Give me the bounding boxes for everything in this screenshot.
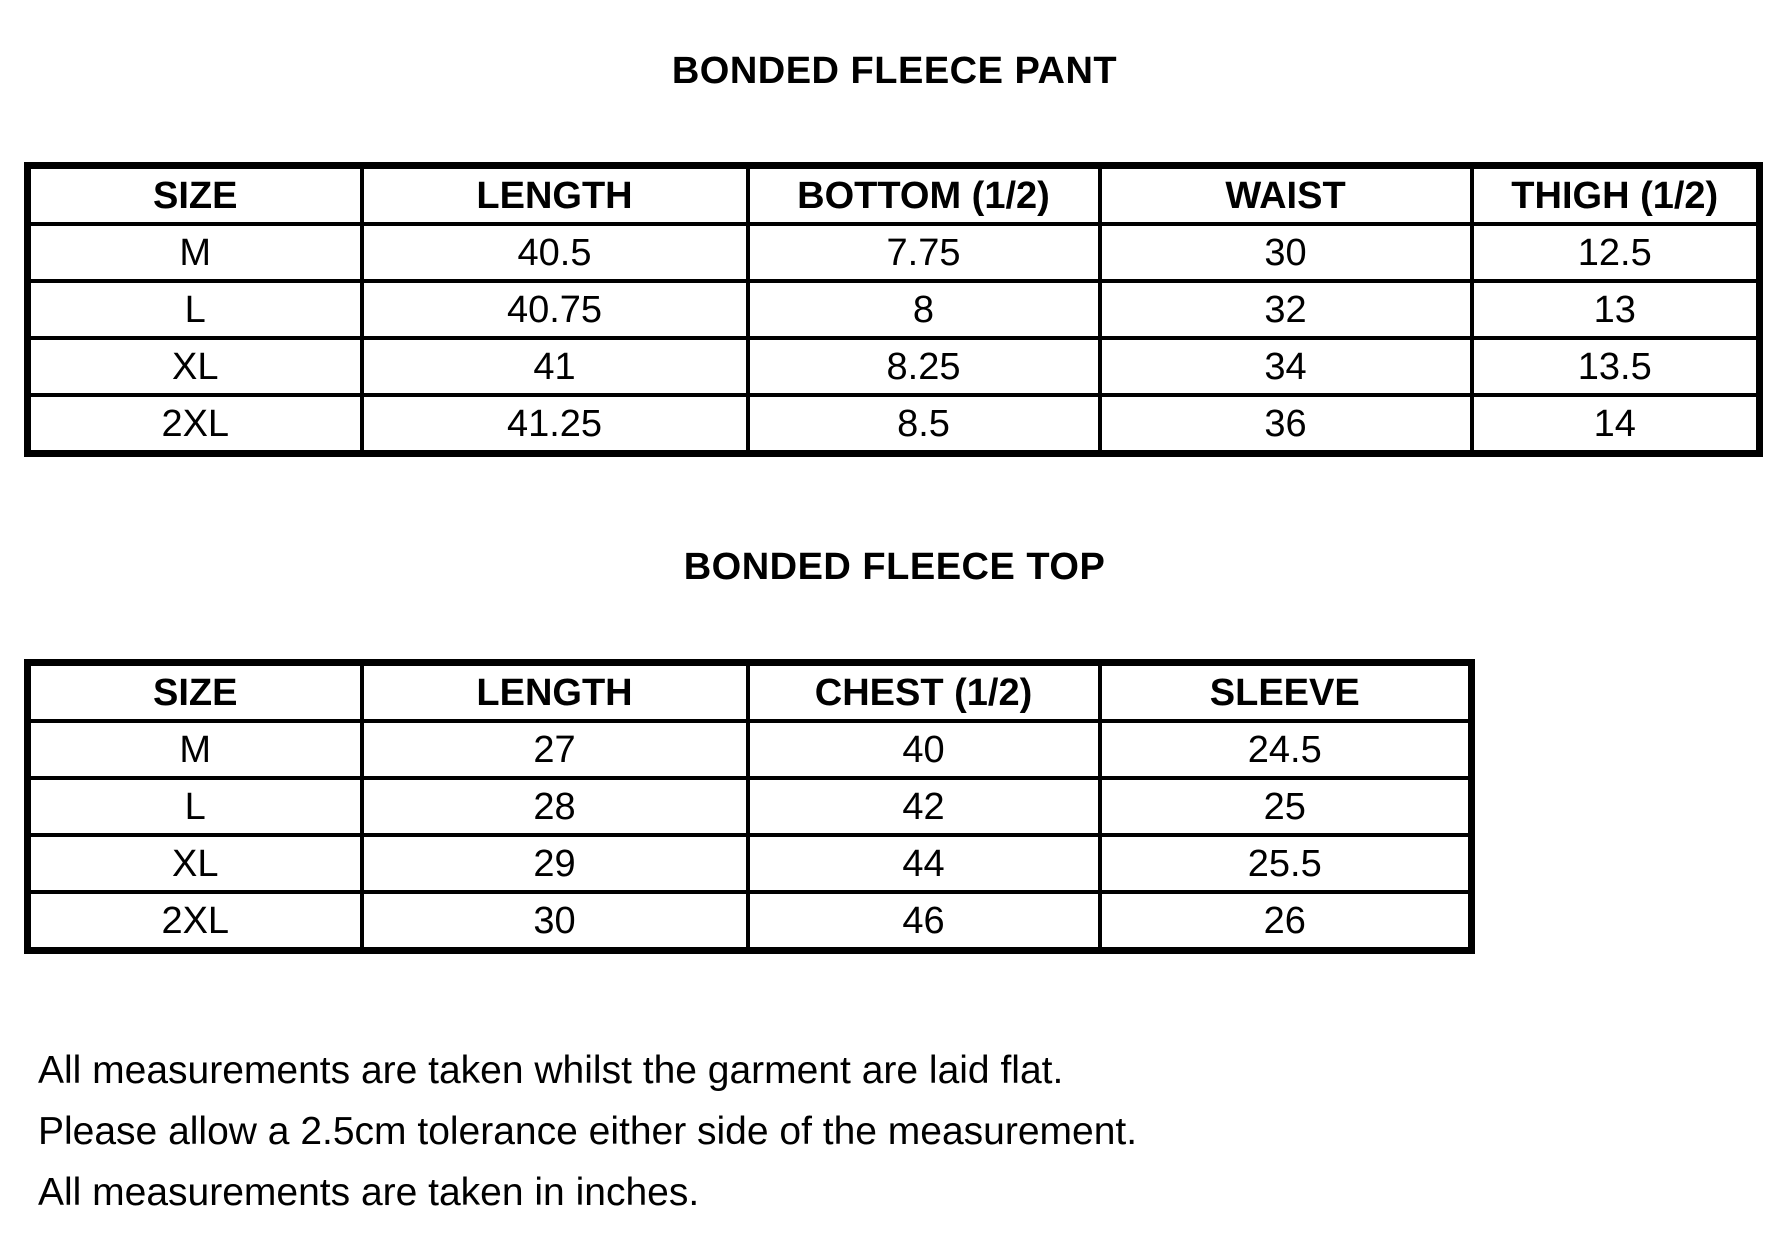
column-header-sleeve: SLEEVE (1100, 663, 1472, 722)
column-header-chest: CHEST (1/2) (748, 663, 1100, 722)
table-cell: 12.5 (1472, 224, 1760, 281)
table-cell: 32 (1100, 281, 1472, 338)
table-cell: 8.5 (748, 395, 1100, 454)
table-cell: 30 (1100, 224, 1472, 281)
table-cell: XL (28, 835, 362, 892)
table-cell: 40 (748, 721, 1100, 778)
table-cell: M (28, 224, 362, 281)
column-header-size: SIZE (28, 166, 362, 225)
table-cell: 13 (1472, 281, 1760, 338)
table-row (28, 835, 1472, 892)
table-cell: 8.25 (748, 338, 1100, 395)
table-cell: 2XL (28, 892, 362, 951)
table-cell: 26 (1100, 892, 1472, 951)
note-tolerance: Please allow a 2.5cm tolerance either side of the measurement. (38, 1110, 1138, 1153)
table-row (28, 395, 1760, 454)
top-size-chart-title: BONDED FLEECE TOP (683, 546, 1106, 588)
table-cell: 41 (362, 338, 748, 395)
table-row (28, 224, 1760, 281)
table-cell: 40.5 (362, 224, 748, 281)
table-cell: 24.5 (1100, 721, 1472, 778)
measurement-notes (38, 1040, 1137, 1223)
table-cell: M (28, 721, 362, 778)
column-header-thigh: THIGH (1/2) (1472, 166, 1760, 225)
table-cell: 14 (1472, 395, 1760, 454)
table-row (28, 778, 1472, 835)
table-cell: 7.75 (748, 224, 1100, 281)
table-cell: 34 (1100, 338, 1472, 395)
table-cell: 13.5 (1472, 338, 1760, 395)
table-cell: 40.75 (362, 281, 748, 338)
table-row (28, 892, 1472, 951)
table-cell: 25 (1100, 778, 1472, 835)
table-cell: 8 (748, 281, 1100, 338)
top-size-table (24, 659, 1475, 954)
table-cell: L (28, 778, 362, 835)
table-row (28, 721, 1472, 778)
table-cell: 30 (362, 892, 748, 951)
table-cell: 28 (362, 778, 748, 835)
table-header-row (28, 663, 1472, 722)
table-cell: 44 (748, 835, 1100, 892)
column-header-bottom: BOTTOM (1/2) (748, 166, 1100, 225)
table-cell: XL (28, 338, 362, 395)
table-header-row (28, 166, 1760, 225)
note-laid-flat: All measurements are taken whilst the garment are laid flat. (38, 1049, 1064, 1092)
table-row (28, 338, 1760, 395)
table-cell: 29 (362, 835, 748, 892)
note-units: All measurements are taken in inches. (38, 1171, 700, 1214)
column-header-size: SIZE (28, 663, 362, 722)
pant-size-chart-title: BONDED FLEECE PANT (671, 50, 1118, 92)
column-header-length: LENGTH (362, 166, 748, 225)
pant-size-table (24, 162, 1763, 457)
table-cell: 46 (748, 892, 1100, 951)
table-cell: 42 (748, 778, 1100, 835)
table-cell: 41.25 (362, 395, 748, 454)
table-cell: 27 (362, 721, 748, 778)
column-header-waist: WAIST (1100, 166, 1472, 225)
table-row (28, 281, 1760, 338)
table-cell: L (28, 281, 362, 338)
table-cell: 2XL (28, 395, 362, 454)
table-cell: 36 (1100, 395, 1472, 454)
table-cell: 25.5 (1100, 835, 1472, 892)
column-header-length: LENGTH (362, 663, 748, 722)
